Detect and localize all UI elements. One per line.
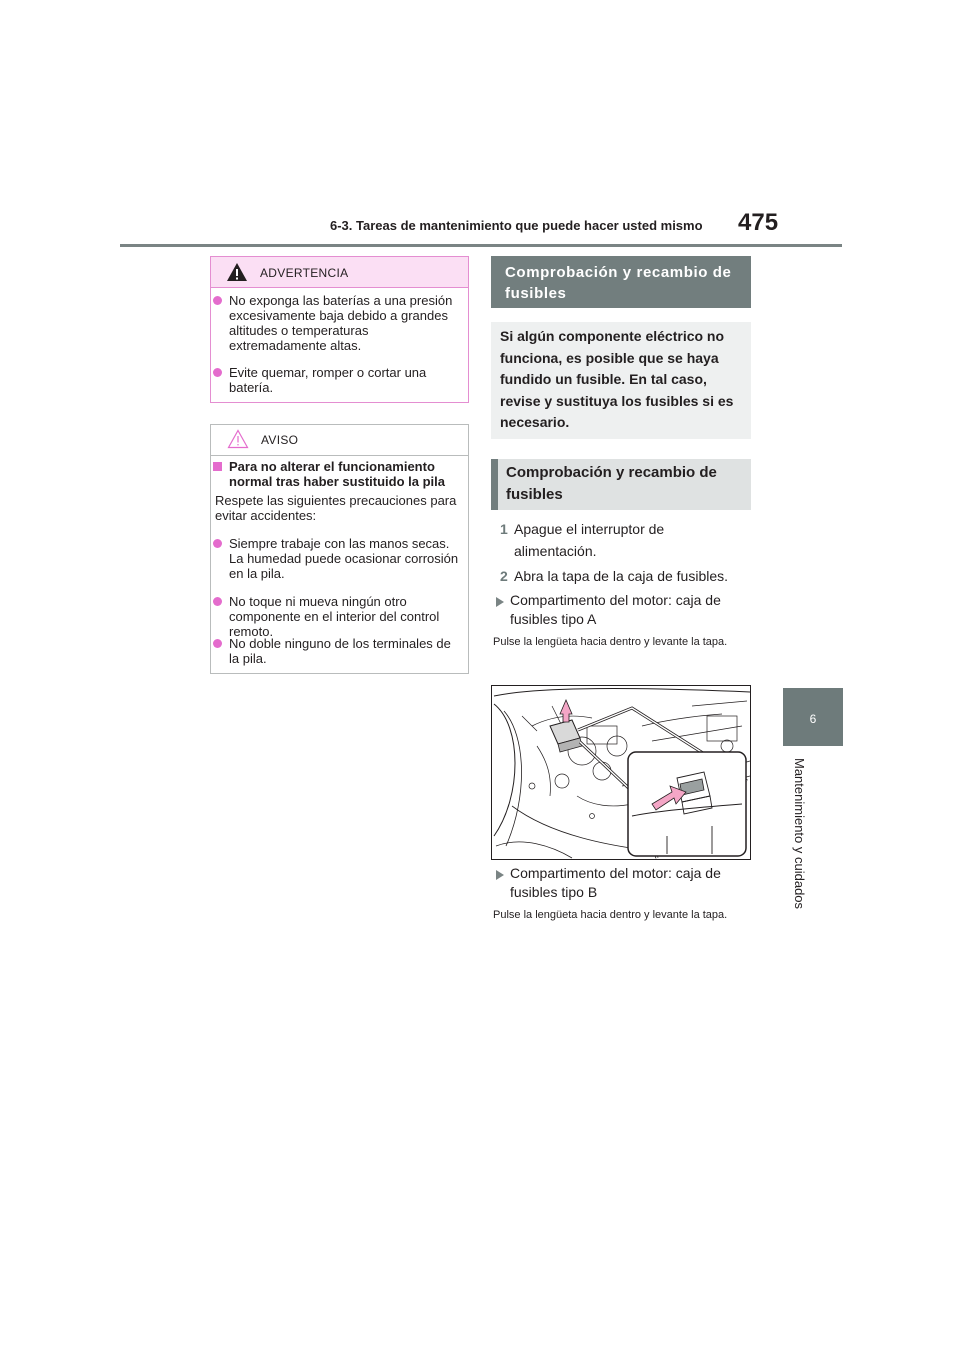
option-note: Pulse la lengüeta hacia dentro y levante la tapa. xyxy=(493,636,728,648)
bullet-dot-icon xyxy=(213,639,222,648)
bullet-dot-icon xyxy=(213,296,222,305)
notice-item-text: No toque ni mueva ningún otro componente en el interior del control remoto. xyxy=(229,594,440,639)
warning-item xyxy=(229,365,459,395)
step-item xyxy=(500,565,746,587)
warning-item-text: No exponga las baterías a una presión excesivamente baja debido a grandes altitudes o temperaturas extremadamente altas. xyxy=(229,293,453,353)
option-label: Compartimento del motor: caja de fusibles tipo A xyxy=(510,592,721,627)
notice-intro: Respete las siguientes precauciones para evitar accidentes: xyxy=(215,493,457,523)
running-header-section-title: 6-3. Tareas de mantenimiento que puede hacer usted mismo xyxy=(330,218,703,233)
warning-header-divider xyxy=(211,287,468,288)
chapter-tab-label: Mantenimiento y cuidados xyxy=(792,758,807,910)
warning-triangle-icon xyxy=(226,262,248,282)
option-note: Pulse la lengüeta hacia dentro y levante la tapa. xyxy=(493,909,728,921)
notice-title: AVISO xyxy=(261,433,299,447)
header-divider xyxy=(120,244,842,247)
bullet-dot-icon xyxy=(213,539,222,548)
fuse-box-illustration xyxy=(491,685,751,860)
option-label: Compartimento del motor: caja de fusibles tipo B xyxy=(510,865,721,900)
subsection-accent-bar xyxy=(491,459,498,510)
step-number: 1 xyxy=(500,521,508,537)
step-number: 2 xyxy=(500,568,508,584)
warning-item-text: Evite quemar, romper o cortar una batería. xyxy=(229,365,427,395)
caution-triangle-icon xyxy=(227,429,249,449)
section-title: Comprobación y recambio de fusibles xyxy=(505,264,732,302)
notice-subheading xyxy=(229,459,459,489)
subsection-title: Comprobación y recambio de fusibles xyxy=(506,464,717,503)
summary-text: Si algún componente eléctrico no funciona, es posible que se haya fundido un fusible. En tal caso, revise y sustituya los fusibles si es necesario. xyxy=(500,328,734,430)
chapter-tab-number: 6 xyxy=(809,712,817,726)
notice-item-text: Siempre trabaje con las manos secas. La humedad puede ocasionar corrosión en la pila. xyxy=(229,536,459,581)
warning-item xyxy=(229,293,459,353)
step-text: Abra la tapa de la caja de fusibles. xyxy=(514,568,729,584)
notice-item xyxy=(229,536,459,581)
triangle-bullet-icon xyxy=(496,597,504,607)
triangle-bullet-icon xyxy=(496,870,504,880)
notice-item-text: No doble ninguno de los terminales de la pila. xyxy=(229,636,451,666)
step-text: Apague el interruptor de alimentación. xyxy=(514,521,665,559)
notice-header-divider xyxy=(211,455,468,456)
bullet-dot-icon xyxy=(213,368,222,377)
notice-item xyxy=(229,594,459,639)
warning-title: ADVERTENCIA xyxy=(260,266,349,280)
option-item xyxy=(510,591,745,629)
engine-compartment-drawing xyxy=(492,686,750,859)
page-number: 475 xyxy=(738,209,779,236)
notice-subheading-text: Para no alterar el funcionamiento normal tras haber sustituido la pila xyxy=(229,459,445,489)
bullet-dot-icon xyxy=(213,597,222,606)
option-item xyxy=(510,864,745,902)
step-item xyxy=(500,518,746,562)
notice-item xyxy=(229,636,459,666)
square-bullet-icon xyxy=(213,462,222,471)
